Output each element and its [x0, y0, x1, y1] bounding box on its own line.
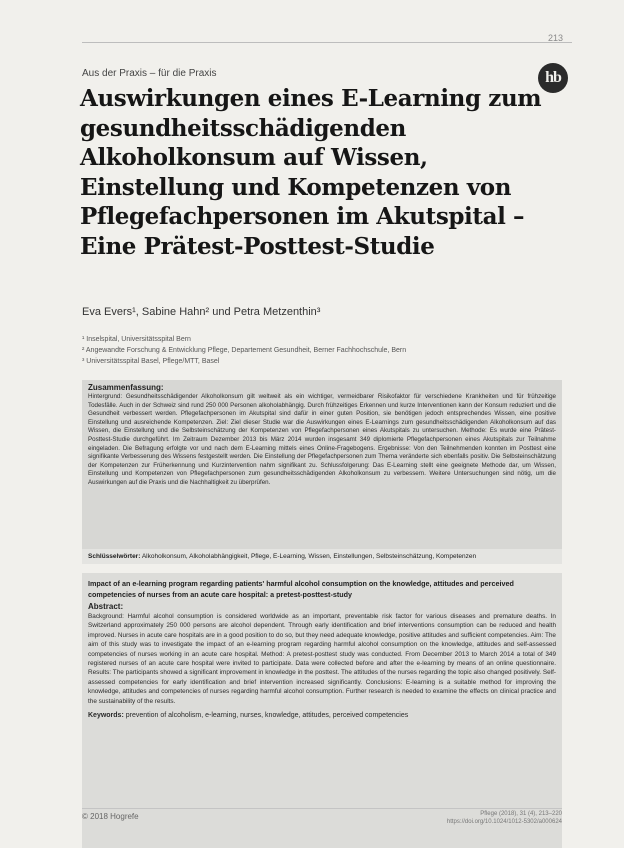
abstract-english [82, 573, 562, 848]
article-title: Auswirkungen eines E-Learning zum gesundheitsschädigenden Alkoholkonsum auf Wissen, Einstellung und Kompetenzen von Pflegefachpersonen im Akutspital – Eine Prätest-Posttest-Studie [80, 85, 542, 260]
abstract-english-body: Background: Harmful alcohol consumption is considered worldwide as an important, preventable risk factor for various diseases and premature deaths. In Switzerland approximately 250 000 persons are alcohol dependent. Through early identification and brief interventions consumption can be reduced and health improved. Nurses in acute care hospitals are in a good position to do so, but they need adequate knowledge, positive attitudes and sufficient competencies. Aim: The aim of this study was to investigate the impact of an e-learning program regarding harmful alcohol consumption on the knowledge, attitudes and self-assessed competencies of nurses working in an acute care hospital. Method: A pretest-posttest study was conducted. From December 2013 to March 2014 a total of 349 registered nurses of an acute care hospital were invited to participate. Data were collected before and after the e-learning by means of an online questionnaire. Results: The participants showed a significant improvement in knowledge in the posttest. The attitudes of the nurses regarding the topic also changed positively. Self-assessed competencies for early identification and brief intervention increased significantly. Conclusions: E-learning is a suitable method for improving the knowledge, attitudes and competencies of nurses regarding harmful alcohol consumption. Further research is needed to examine the effects on clinical practice and the sustainability of the results. [88, 613, 556, 705]
publisher-logo-icon: hb [538, 63, 568, 93]
footer-rule [82, 808, 562, 809]
keywords-german-text: Alkoholkonsum, Alkoholabhängigkeit, Pflege, E-Learning, Wissen, Einstellungen, Selbsteinschätzung, Kompetenzen [141, 553, 477, 560]
affiliation-2: ² Angewandte Forschung & Entwicklung Pflege, Departement Gesundheit, Berner Fachhochschule, Bern [82, 347, 407, 354]
abstract-german [82, 380, 562, 554]
footer-copyright: © 2018 Hogrefe [82, 812, 139, 821]
section-label: Aus der Praxis – für die Praxis [82, 68, 217, 79]
affiliation-1: ¹ Inselspital, Universitätsspital Bern [82, 336, 191, 343]
keywords-german-label: Schlüsselwörter: [88, 553, 141, 560]
authors: Eva Evers¹, Sabine Hahn² und Petra Metzenthin³ [82, 306, 321, 318]
footer-journal: Pflege (2018), 31 (4), 213–220 [480, 811, 562, 817]
keywords-german [82, 549, 562, 564]
keywords-english [88, 710, 556, 721]
abstract-german-body: Hintergrund: Gesundheitsschädigender Alkoholkonsum gilt weltweit als ein wichtiger, vermeidbarer Risikofaktor für verschiedene Krankheiten und für frühzeitige Todesfälle. Auch in der Schweiz sind rund 250 000 Personen alkoholabhängig. Durch frühzeitiges Erkennen und kurze Interventionen kann der Konsum reduziert und die Gesundheit verbessert werden. Pflegefachpersonen im Akutspital sind dafür in einer guten Position, sie benötigen jedoch entsprechendes Wissen, eine positive Einstellung und ausreichende Kompetenzen. Ziel: Ziel dieser Studie war die Auswirkungen eines E-Learnings zum gesundheitsschädigenden Alkoholkonsum auf das Wissen, die Einstellung und die Selbsteinschätzung der Kompetenzen von Pflegefachpersonen eines Akutspitals zu untersuchen. Methode: Es wurde eine Prätest-Posttest-Studie durchgeführt. Im Zeitraum Dezember 2013 bis März 2014 wurden insgesamt 349 diplomierte Pflegefachpersonen eines Akutspitals zur Teilnahme eingeladen. Die Befragung erfolgte vor und nach dem E-Learning mittels eines Online-Fragebogens. Ergebnisse: Von den Teilnehmenden konnten im Posttest eine signifikante Verbesserung des Wissens festgestellt werden. Die Einstellung der Pflegefachpersonen zum Thema veränderte sich ebenfalls positiv. Die Selbsteinschätzung der Kompetenzen zur Früherkennung und Kurzintervention nahm signifikant zu. Schlussfolgerung: Das E-Learning stellt eine geeignete Methode dar, um Wissen, Einstellung und Kompetenzen von Pflegefachpersonen zum gesundheitsschädigenden Alkoholkonsum zu verbessern. Weitere Untersuchungen sind nötig, um die Auswirkungen auf die Praxis und die Nachhaltigkeit zu überprüfen. [88, 393, 556, 486]
english-title: Impact of an e-learning program regarding patients' harmful alcohol consumption on the knowledge, attitudes and perceived competencies of nurses from an acute care hospital: a pretest-posttest-study [88, 579, 514, 599]
keywords-english-text: prevention of alcoholism, e-learning, nurses, knowledge, attitudes, perceived competencies [125, 712, 409, 720]
keywords-english-label: Keywords: [88, 712, 124, 720]
affiliations [82, 334, 406, 367]
abstract-german-heading: Zusammenfassung: [88, 383, 164, 392]
abstract-english-heading: Abstract: [88, 602, 124, 611]
affiliation-3: ³ Universitätsspital Basel, Pflege/MTT, Basel [82, 358, 220, 365]
page-number: 213 [548, 33, 564, 43]
top-rule [82, 42, 572, 43]
footer-citation [440, 810, 562, 826]
footer-doi[interactable]: https://doi.org/10.1024/1012-5302/a000624 [446, 819, 562, 825]
